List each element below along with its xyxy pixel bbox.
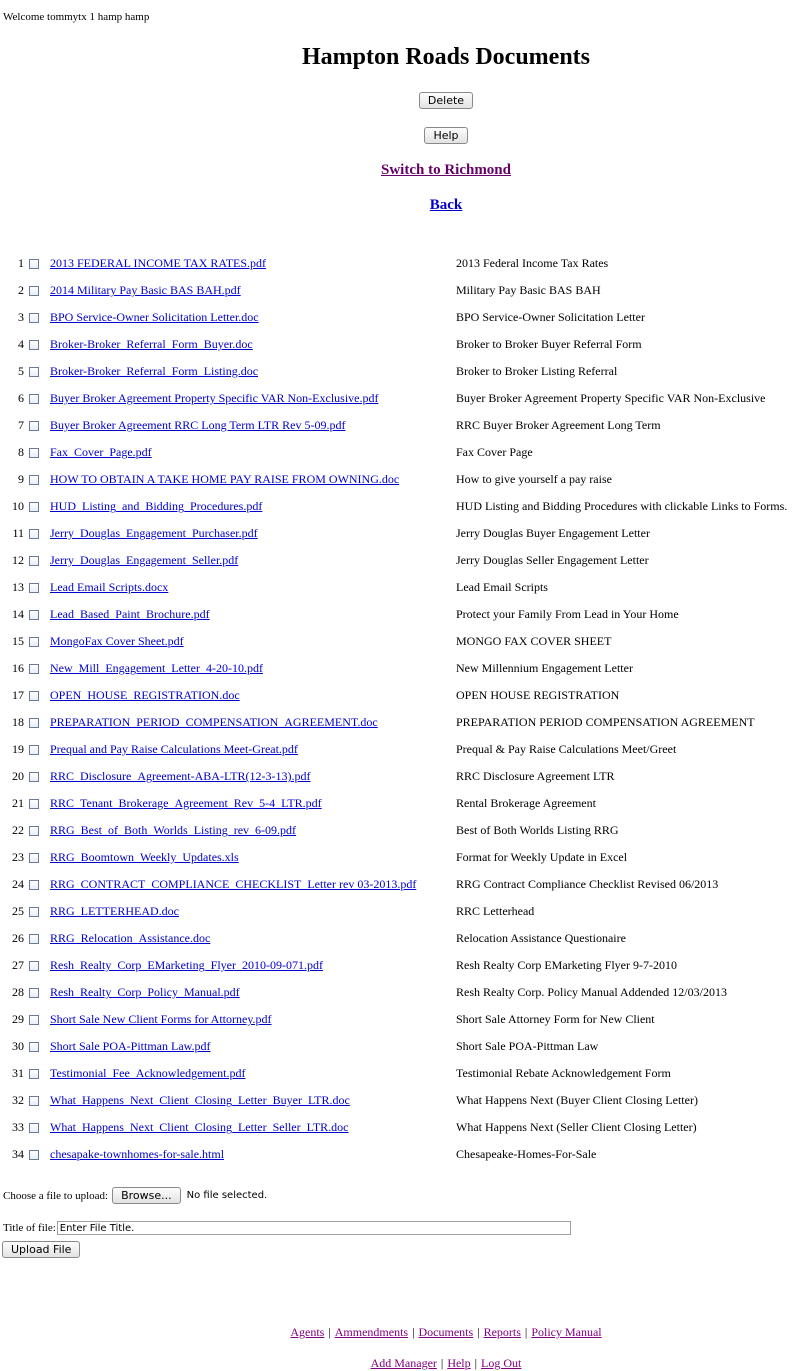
page-title: Hampton Roads Documents: [301, 44, 591, 70]
document-file-link[interactable]: What_Happens_Next_Client_Closing_Letter_Seller_LTR.doc: [50, 1120, 349, 1134]
row-number: 7: [18, 418, 24, 432]
document-description: Protect your Family From Lead in Your Home: [456, 607, 679, 621]
footer-separator: |: [440, 1356, 444, 1370]
row-number: 29: [12, 1012, 24, 1026]
row-number: 14: [12, 607, 24, 621]
row-select-checkbox[interactable]: [29, 1123, 39, 1133]
row-number: 19: [12, 742, 24, 756]
document-row: [0, 466, 612, 493]
document-row: [0, 655, 633, 682]
document-file-link[interactable]: Lead_Based_Paint_Brochure.pdf: [50, 607, 210, 621]
row-select-checkbox[interactable]: [29, 637, 39, 647]
document-row: [0, 628, 611, 655]
footer-nav-secondary: [0, 1355, 800, 1371]
row-select-checkbox[interactable]: [29, 1042, 39, 1052]
document-file-link[interactable]: Broker-Broker_Referral_Form_Buyer.doc: [50, 337, 253, 351]
document-file-link[interactable]: Prequal and Pay Raise Calculations Meet-Great.pdf: [50, 742, 298, 756]
welcome-text: Welcome tommytx 1 hamp hamp: [3, 11, 150, 23]
file-title-input[interactable]: [57, 1221, 571, 1235]
document-description: RRC Letterhead: [456, 904, 535, 918]
document-row: [0, 682, 619, 709]
document-file-link[interactable]: Buyer Broker Agreement Property Specific VAR Non-Exclusive.pdf: [50, 391, 379, 405]
document-file-link[interactable]: BPO Service-Owner Solicitation Letter.doc: [50, 310, 259, 324]
document-file-link[interactable]: Buyer Broker Agreement RRC Long Term LTR Rev 5-09.pdf: [50, 418, 346, 432]
upload-file-button[interactable]: Upload File: [2, 1241, 80, 1258]
row-number: 20: [12, 769, 24, 783]
row-select-checkbox[interactable]: [29, 1069, 39, 1079]
document-file-link[interactable]: Resh_Realty_Corp_Policy_Manual.pdf: [50, 985, 240, 999]
document-file-link[interactable]: RRG_Boomtown_Weekly_Updates.xls: [50, 850, 239, 864]
row-select-checkbox[interactable]: [29, 961, 39, 971]
document-file-link[interactable]: RRC_Disclosure_Agreement-ABA-LTR(12-3-13).pdf: [50, 769, 311, 783]
document-description: Resh Realty Corp. Policy Manual Addended 12/03/2013: [456, 985, 727, 999]
row-select-checkbox[interactable]: [29, 664, 39, 674]
document-file-link[interactable]: Short Sale POA-Pittman Law.pdf: [50, 1039, 211, 1053]
document-row: [0, 385, 766, 412]
document-row: [0, 304, 645, 331]
file-title-label: Title of file:: [3, 1222, 56, 1234]
document-row: [0, 1033, 598, 1060]
document-file-link[interactable]: Resh_Realty_Corp_EMarketing_Flyer_2010-09-071.pdf: [50, 958, 323, 972]
document-file-link[interactable]: Broker-Broker_Referral_Form_Listing.doc: [50, 364, 259, 378]
delete-button-wrap: [0, 91, 800, 109]
row-select-checkbox[interactable]: [29, 529, 39, 539]
row-number: 2: [18, 283, 24, 297]
document-description: New Millennium Engagement Letter: [456, 661, 633, 675]
footer-link-policy-manual[interactable]: Policy Manual: [531, 1325, 602, 1339]
row-number: 13: [12, 580, 24, 594]
document-description: What Happens Next (Buyer Client Closing Letter): [456, 1093, 698, 1107]
document-row: [0, 250, 608, 277]
row-select-checkbox[interactable]: [29, 718, 39, 728]
row-number: 3: [18, 310, 24, 324]
document-file-link[interactable]: RRG_Best_of_Both_Worlds_Listing_rev_6-09.pdf: [50, 823, 297, 837]
document-description: Chesapeake-Homes-For-Sale: [456, 1147, 597, 1161]
row-select-checkbox[interactable]: [29, 799, 39, 809]
help-button[interactable]: Help: [424, 127, 467, 144]
row-number: 16: [12, 661, 24, 675]
document-row: [0, 952, 677, 979]
row-select-checkbox[interactable]: [29, 421, 39, 431]
row-select-checkbox[interactable]: [29, 745, 39, 755]
document-row: [0, 979, 727, 1006]
document-row: [0, 601, 679, 628]
row-number: 24: [12, 877, 24, 891]
document-description: Short Sale Attorney Form for New Client: [456, 1012, 655, 1026]
document-file-link[interactable]: Testimonial_Fee_Acknowledgement.pdf: [50, 1066, 246, 1080]
row-number: 15: [12, 634, 24, 648]
document-row: [0, 1087, 698, 1114]
document-row: [0, 844, 627, 871]
document-file-link[interactable]: RRG_CONTRACT_COMPLIANCE_CHECKLIST_Letter rev 03-2013.pdf: [50, 877, 417, 891]
row-select-checkbox[interactable]: [29, 556, 39, 566]
document-description: Fax Cover Page: [456, 445, 533, 459]
footer-link-documents[interactable]: Documents: [418, 1325, 474, 1339]
document-row: [0, 1006, 655, 1033]
document-description: MONGO FAX COVER SHEET: [456, 634, 612, 648]
document-file-link[interactable]: PREPARATION_PERIOD_COMPENSATION_AGREEMENT.doc: [50, 715, 378, 729]
document-description: Testimonial Rebate Acknowledgement Form: [456, 1066, 671, 1080]
row-select-checkbox[interactable]: [29, 313, 39, 323]
document-file-link[interactable]: 2014 Military Pay Basic BAS BAH.pdf: [50, 283, 241, 297]
document-description: Format for Weekly Update in Excel: [456, 850, 628, 864]
row-number: 4: [18, 337, 24, 351]
row-select-checkbox[interactable]: [29, 853, 39, 863]
document-description: Buyer Broker Agreement Property Specific VAR Non-Exclusive: [456, 391, 766, 405]
document-file-link[interactable]: Jerry_Douglas_Engagement_Purchaser.pdf: [50, 526, 258, 540]
document-description: Best of Both Worlds Listing RRG: [456, 823, 619, 837]
row-select-checkbox[interactable]: [29, 934, 39, 944]
row-number: 30: [12, 1039, 24, 1053]
document-file-link[interactable]: HOW TO OBTAIN A TAKE HOME PAY RAISE FROM OWNING.doc: [50, 472, 400, 486]
row-select-checkbox[interactable]: [29, 826, 39, 836]
document-file-link[interactable]: New_Mill_Engagement_Letter_4-20-10.pdf: [50, 661, 263, 675]
document-file-link[interactable]: Short Sale New Client Forms for Attorney.pdf: [50, 1012, 272, 1026]
document-file-link[interactable]: Lead Email Scripts.docx: [50, 580, 169, 594]
document-file-link[interactable]: RRG_Relocation_Assistance.doc: [50, 931, 211, 945]
footer-separator: |: [477, 1325, 480, 1339]
row-select-checkbox[interactable]: [29, 448, 39, 458]
row-number: 27: [12, 958, 24, 972]
row-select-checkbox[interactable]: [29, 772, 39, 782]
document-row: [0, 1060, 671, 1087]
footer-link-agents[interactable]: Agents: [290, 1325, 325, 1339]
row-select-checkbox[interactable]: [29, 988, 39, 998]
footer-separator: |: [474, 1356, 478, 1370]
document-description: Relocation Assistance Questionaire: [456, 931, 626, 945]
document-description: Jerry Douglas Buyer Engagement Letter: [456, 526, 650, 540]
back-link-wrap: [0, 196, 800, 214]
footer-link-ammendments[interactable]: Ammendments: [334, 1325, 409, 1339]
document-row: [0, 412, 661, 439]
row-select-checkbox[interactable]: [29, 502, 39, 512]
document-row: [0, 547, 649, 574]
document-file-link[interactable]: OPEN_HOUSE_REGISTRATION.doc: [50, 688, 240, 702]
row-number: 9: [18, 472, 24, 486]
back-link[interactable]: Back: [429, 197, 463, 213]
row-number: 8: [18, 445, 24, 459]
document-row: [0, 277, 601, 304]
document-row: [0, 1114, 697, 1141]
document-row: [0, 817, 619, 844]
row-select-checkbox[interactable]: [29, 475, 39, 485]
row-select-checkbox[interactable]: [29, 286, 39, 296]
footer-separator: |: [412, 1325, 415, 1339]
document-description: Resh Realty Corp EMarketing Flyer 9-7-2010: [456, 958, 677, 972]
row-number: 32: [12, 1093, 24, 1107]
switch-to-richmond-link[interactable]: Switch to Richmond: [380, 162, 511, 178]
row-select-checkbox[interactable]: [29, 1096, 39, 1106]
browse-button[interactable]: Browse...: [112, 1187, 181, 1204]
row-number: 18: [12, 715, 24, 729]
document-row: [0, 763, 615, 790]
document-description: Broker to Broker Buyer Referral Form: [456, 337, 642, 351]
row-number: 28: [12, 985, 24, 999]
row-number: 33: [12, 1120, 24, 1134]
document-description: Lead Email Scripts: [456, 580, 548, 594]
document-description: Broker to Broker Listing Referral: [456, 364, 618, 378]
document-row: [0, 493, 787, 520]
row-select-checkbox[interactable]: [29, 610, 39, 620]
row-select-checkbox[interactable]: [29, 259, 39, 269]
row-number: 31: [12, 1066, 24, 1080]
document-row: [0, 520, 650, 547]
document-file-link[interactable]: chesapake-townhomes-for-sale.html: [50, 1147, 225, 1161]
document-description: RRC Buyer Broker Agreement Long Term: [456, 418, 661, 432]
document-row: [0, 1141, 596, 1168]
row-number: 11: [12, 526, 24, 540]
file-title-row: [3, 1221, 571, 1235]
row-select-checkbox[interactable]: [29, 367, 39, 377]
document-description: Prequal & Pay Raise Calculations Meet/Greet: [456, 742, 677, 756]
document-file-link[interactable]: Jerry_Douglas_Engagement_Seller.pdf: [50, 553, 239, 567]
document-description: What Happens Next (Seller Client Closing Letter): [456, 1120, 697, 1134]
document-description: How to give yourself a pay raise: [456, 472, 612, 486]
document-row: [0, 331, 642, 358]
row-number: 34: [12, 1147, 24, 1161]
footer-separator: |: [328, 1325, 331, 1339]
row-number: 22: [12, 823, 24, 837]
document-description: RRG Contract Compliance Checklist Revised 06/2013: [456, 877, 719, 891]
document-file-link[interactable]: Fax_Cover_Page.pdf: [50, 445, 152, 459]
document-description: Short Sale POA-Pittman Law: [456, 1039, 599, 1053]
row-number: 5: [18, 364, 24, 378]
row-select-checkbox[interactable]: [29, 394, 39, 404]
footer-link-add-manager[interactable]: Add Manager: [370, 1356, 437, 1370]
file-upload-row: [3, 1187, 267, 1204]
row-number: 17: [12, 688, 24, 702]
row-number: 6: [18, 391, 24, 405]
help-button-wrap: [0, 126, 800, 144]
row-number: 12: [12, 553, 24, 567]
row-select-checkbox[interactable]: [29, 880, 39, 890]
document-row: [0, 439, 533, 466]
document-file-link[interactable]: HUD_Listing_and_Bidding_Procedures.pdf: [50, 499, 263, 513]
document-description: OPEN HOUSE REGISTRATION: [456, 688, 620, 702]
document-row: [0, 736, 676, 763]
document-file-link[interactable]: RRG_LETTERHEAD.doc: [50, 904, 179, 918]
document-file-link[interactable]: What_Happens_Next_Client_Closing_Letter_Buyer_LTR.doc: [50, 1093, 350, 1107]
footer-separator: |: [524, 1325, 528, 1339]
footer-link-help[interactable]: Help: [447, 1356, 471, 1370]
row-number: 26: [12, 931, 24, 945]
choose-file-label: Choose a file to upload:: [3, 1189, 109, 1202]
document-description: BPO Service-Owner Solicitation Letter: [456, 310, 645, 324]
document-description: Jerry Douglas Seller Engagement Letter: [456, 553, 649, 567]
document-description: RRC Disclosure Agreement LTR: [456, 769, 615, 783]
document-description: HUD Listing and Bidding Procedures with clickable Links to Forms.: [456, 499, 788, 513]
footer-link-log-out[interactable]: Log Out: [481, 1356, 522, 1370]
row-select-checkbox[interactable]: [29, 1015, 39, 1025]
document-row: [0, 574, 548, 601]
document-description: 2013 Federal Income Tax Rates: [456, 256, 609, 270]
document-file-link[interactable]: MongoFax Cover Sheet.pdf: [50, 634, 184, 648]
row-select-checkbox[interactable]: [29, 691, 39, 701]
row-number: 1: [18, 256, 24, 270]
row-number: 21: [12, 796, 24, 810]
row-select-checkbox[interactable]: [29, 907, 39, 917]
row-select-checkbox[interactable]: [29, 1150, 39, 1160]
footer-link-reports[interactable]: Reports: [483, 1325, 521, 1339]
row-number: 10: [12, 499, 24, 513]
delete-button[interactable]: Delete: [419, 92, 473, 109]
document-description: PREPARATION PERIOD COMPENSATION AGREEMENT: [456, 715, 755, 729]
no-file-selected-text: No file selected.: [186, 1190, 268, 1201]
document-file-link[interactable]: RRC_Tenant_Brokerage_Agreement_Rev_5-4_LTR.pdf: [50, 796, 322, 810]
document-row: [0, 925, 626, 952]
footer-nav-primary: [0, 1324, 800, 1340]
document-row: [0, 358, 617, 385]
row-select-checkbox[interactable]: [29, 340, 39, 350]
document-row: [0, 790, 596, 817]
document-row: [0, 871, 718, 898]
document-row: [0, 898, 534, 925]
document-description: Military Pay Basic BAS BAH: [456, 283, 601, 297]
document-file-link[interactable]: 2013 FEDERAL INCOME TAX RATES.pdf: [50, 256, 267, 270]
row-number: 23: [12, 850, 24, 864]
document-description: Rental Brokerage Agreement: [456, 796, 596, 810]
row-number: 25: [12, 904, 24, 918]
document-row: [0, 709, 755, 736]
switch-link-wrap: [0, 161, 800, 179]
row-select-checkbox[interactable]: [29, 583, 39, 593]
